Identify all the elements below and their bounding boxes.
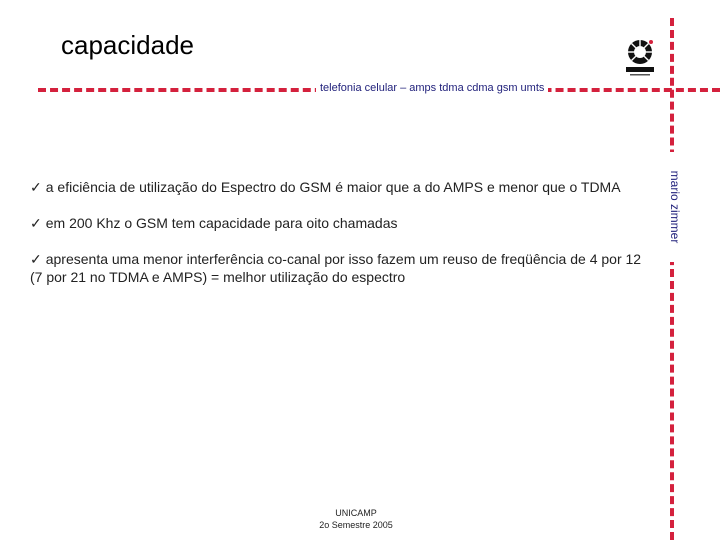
footer (300, 507, 412, 531)
slide-title: capacidade (61, 30, 194, 60)
footer-institution: UNICAMP (335, 508, 377, 518)
bullet-text: apresenta uma menor interferência co-canal por isso fazem um reuso de freqüência de 4 por 12 (7 por 21 no TDMA e AMPS) = melhor utilização do espectro (30, 251, 642, 285)
unicamp-logo-icon (618, 36, 662, 80)
check-icon: ✓ (30, 179, 42, 195)
slide-subtitle: telefonia celular – amps tdma cdma gsm umts (316, 82, 548, 94)
side-divider (670, 18, 674, 540)
list-item (30, 178, 650, 196)
check-icon: ✓ (30, 251, 42, 267)
bullet-list (30, 178, 650, 304)
footer-semester: 2o Semestre 2005 (319, 520, 393, 530)
list-item (30, 214, 650, 232)
author-label: mario zimmer (668, 152, 682, 262)
check-icon: ✓ (30, 215, 42, 231)
bullet-text: em 200 Khz o GSM tem capacidade para oito chamadas (45, 215, 398, 231)
list-item (30, 250, 650, 286)
bullet-text: a eficiência de utilização do Espectro do GSM é maior que a do AMPS e menor que o TDMA (45, 179, 621, 195)
